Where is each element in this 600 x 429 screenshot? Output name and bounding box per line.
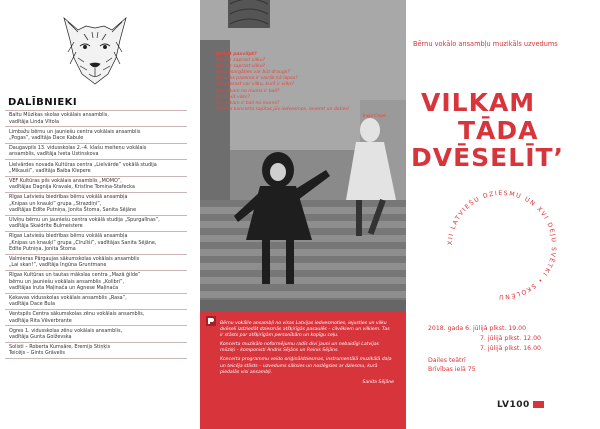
brand-mark-icon bbox=[206, 316, 216, 326]
performance-dates bbox=[428, 324, 541, 374]
poem-line: Vilcēns koncerta sajūtas jūs iedvesmos, ieņemt un doties! bbox=[216, 106, 350, 112]
poem-line: Vai vilkam ir bail no mums? bbox=[216, 100, 280, 106]
participant-line: ansamblis, vadītāja Iveta Ustinskova bbox=[9, 151, 99, 158]
participant-entry bbox=[5, 254, 187, 270]
poem-line: Vai var saprast vilku? bbox=[216, 58, 266, 64]
children-wolf-photo bbox=[200, 0, 406, 312]
participant-line: „Knipas un knauķi” grupa „Cīrulīši”, vadītājas Sanita Sējāne, bbox=[9, 239, 157, 246]
poem-line: Vai saprast var vilku, kurš ir vilks? bbox=[216, 82, 295, 88]
description-paragraph-3: Koncerta programmu veido oriģināldziesmas, instrumentālā muzikālā daļa un teicēja stāsts – uzvedums sāksies un noslēgsies ar dziesmu, kurā piedalās visi ansambļi. bbox=[220, 357, 392, 375]
participant-line: Edīte Putniņa, Jonita Štoma bbox=[9, 245, 76, 252]
participant-line: vadītāja Rita Vēverbrante bbox=[9, 317, 72, 324]
participant-line: vadītāja Dace Bula bbox=[9, 301, 56, 308]
poem-line: Kā ir būt vilks? bbox=[216, 94, 250, 100]
participant-line: „Lai skan!”, vadītāja Ingūna Gruntmane bbox=[9, 262, 107, 269]
participant-entry bbox=[5, 143, 187, 159]
poem-line: Vai var saprast vilku? bbox=[216, 64, 266, 70]
poem-line: Vai vilkam no mums ir bail? bbox=[216, 88, 280, 94]
left-panel bbox=[0, 0, 200, 429]
participant-entry bbox=[5, 215, 187, 231]
participants-heading: DALĪBNIEKI bbox=[8, 97, 78, 108]
participant-line: Daugavpils 13. vidusskolas 2.–4. klašu meiteņu vokālais bbox=[9, 145, 147, 152]
participant-line: bērnu un jauniešu vokālais ansamblis „Kolibri”, bbox=[9, 278, 125, 285]
participant-entry bbox=[5, 110, 187, 126]
participant-entry bbox=[5, 342, 187, 359]
description-paragraph-1: Bērnu vokālie ansambļi no visas Latvijas iedvesmoties, iejusties un vilku dvēseli izdziedāt dziesmās atšķirīgās pasaulēs – cilvēkiem un vilkiem. Tas ir stāsts par atšķirīgām personībām un kopīgu ceļu. bbox=[220, 321, 390, 339]
date-1: 2018. gada 6. jūlijā plkst. 19.00 bbox=[428, 325, 527, 332]
venue-address: Brīvības ielā 75 bbox=[428, 365, 476, 373]
participant-line: vadītāja Linda Vītola bbox=[9, 118, 59, 125]
poem-quote bbox=[216, 52, 386, 120]
circle-text: XII LATVIEŠU DZIESMU UN XVI DEJU SVĒTKI • SKOLĒNU bbox=[446, 189, 558, 301]
participant-line: Solisti – Roberta Kumsāre, Eremijs Stiņķis bbox=[9, 344, 111, 351]
date-2: 7. jūlijā plkst. 12.00 bbox=[480, 335, 541, 343]
festival-circle-logo bbox=[437, 180, 567, 310]
participant-line: Rīgas Kultūras un tautas mākslas centra „Mazā ģilde” bbox=[9, 272, 141, 279]
participant-entry bbox=[5, 293, 187, 309]
participant-entry bbox=[5, 309, 187, 325]
description-panel bbox=[200, 312, 406, 429]
participant-line: „Mikauši”, vadītāja Baiba Klepere bbox=[9, 167, 91, 174]
participant-line: vadītāja Gunta Goiževska bbox=[9, 333, 72, 340]
poem-title: Drīkst pasvilpt? bbox=[216, 52, 257, 57]
participant-line: Teicējs – Gints Grāvelis bbox=[9, 350, 65, 357]
participant-entry bbox=[5, 176, 187, 192]
participant-entry bbox=[5, 231, 187, 254]
participant-line: Baltu Mūzikas skolas vokālais ansamblis, bbox=[9, 112, 109, 119]
title-line-1: VILKAM bbox=[421, 88, 536, 117]
flag-icon bbox=[533, 401, 544, 408]
poem-line: Vai vilks pazemo ir vairāk kā lapsa? bbox=[216, 76, 298, 82]
poem-author: Inga Cepe bbox=[362, 113, 386, 119]
lv100-logo bbox=[497, 400, 544, 410]
participant-line: vadītāja Skaidrīte Bulmeistere bbox=[9, 223, 83, 230]
participant-line: „Pogas”, vadītāja Dace Kabule bbox=[9, 134, 84, 141]
participants-list bbox=[5, 110, 187, 359]
svg-text:XII LATVIEŠU DZIESMU UN XVI DE bbox=[447, 190, 557, 301]
participant-entry bbox=[5, 126, 187, 142]
venue-name: Dailes teātrī bbox=[428, 356, 466, 364]
participant-line: vadītājas Dagnija Kravale, Kristīne Tomiņa-Stafecka bbox=[9, 184, 135, 191]
participant-line: Ventspils Centra sākumskolas zēnu vokālais ansamblis, bbox=[9, 311, 145, 318]
date-3: 7. jūlijā plkst. 16.00 bbox=[480, 345, 541, 353]
participant-line: Ulvīņu bērnu un jauniešu centra vokālā studija „Spurgalīnas”, bbox=[9, 216, 160, 223]
description-signature: Sanita Sējāne bbox=[362, 379, 394, 385]
participant-entry bbox=[5, 325, 187, 341]
participant-line: Limbažu bērnu un jauniešu centra vokālais ansamblis bbox=[9, 128, 141, 135]
wolf-head-illustration bbox=[54, 12, 136, 86]
participant-entry bbox=[5, 159, 187, 175]
participant-line: VEF Kultūras pils vokālais ansamblis „MOMO”, bbox=[9, 177, 122, 184]
participant-line: Lielvārdes novada Kultūras centra „Lielvārde” vokālā studija bbox=[9, 161, 157, 168]
participant-entry bbox=[5, 192, 187, 215]
participant-line: vadītājas Iruta Maļinača un Agnese Maļinača bbox=[9, 284, 119, 291]
poem-lines bbox=[216, 58, 386, 113]
show-subtitle: Bērnu vokālo ansambļu muzikāls uzvedums bbox=[413, 40, 558, 48]
description-paragraph-2: Koncerta muzikālo noformējumu radīs divi jauni un nebaidīgi Latvijas mūziķi – komponisti Andris Sējāns un Reinis Sējāns. bbox=[220, 342, 379, 354]
participant-line: vadītājas Edīte Putniņa, Jonita Štoma, Sanita Sējāne bbox=[9, 206, 137, 213]
participant-entry bbox=[5, 270, 187, 293]
participant-line: Ķekavas vidusskolas vokālais ansamblis „Rasa”, bbox=[9, 294, 127, 301]
lv100-text: LV100 bbox=[497, 400, 530, 410]
participant-line: Valmieras Pārgaujas sākumskolas vokālais ansamblis bbox=[9, 255, 140, 262]
venue bbox=[428, 356, 541, 374]
title-line-3: DVĒSELĪT’ bbox=[411, 143, 565, 172]
participant-line: Rīgas Latviešu biedrības bērnu vokālā ansambļa bbox=[9, 233, 128, 240]
participant-line: „Knipas un knauķi” grupa „Strazdiņi”, bbox=[9, 200, 102, 207]
participant-line: Ogres 1. vidusskolas zēnu vokālais ansamblis, bbox=[9, 327, 123, 334]
title-line-2: TĀDA bbox=[458, 116, 539, 145]
poem-line: Vai aizsargāties var būt draugs? bbox=[216, 70, 290, 76]
participant-line: Rīgas Latviešu biedrības bērnu vokālā ansambļa bbox=[9, 194, 128, 201]
photo-illustration bbox=[200, 0, 406, 312]
